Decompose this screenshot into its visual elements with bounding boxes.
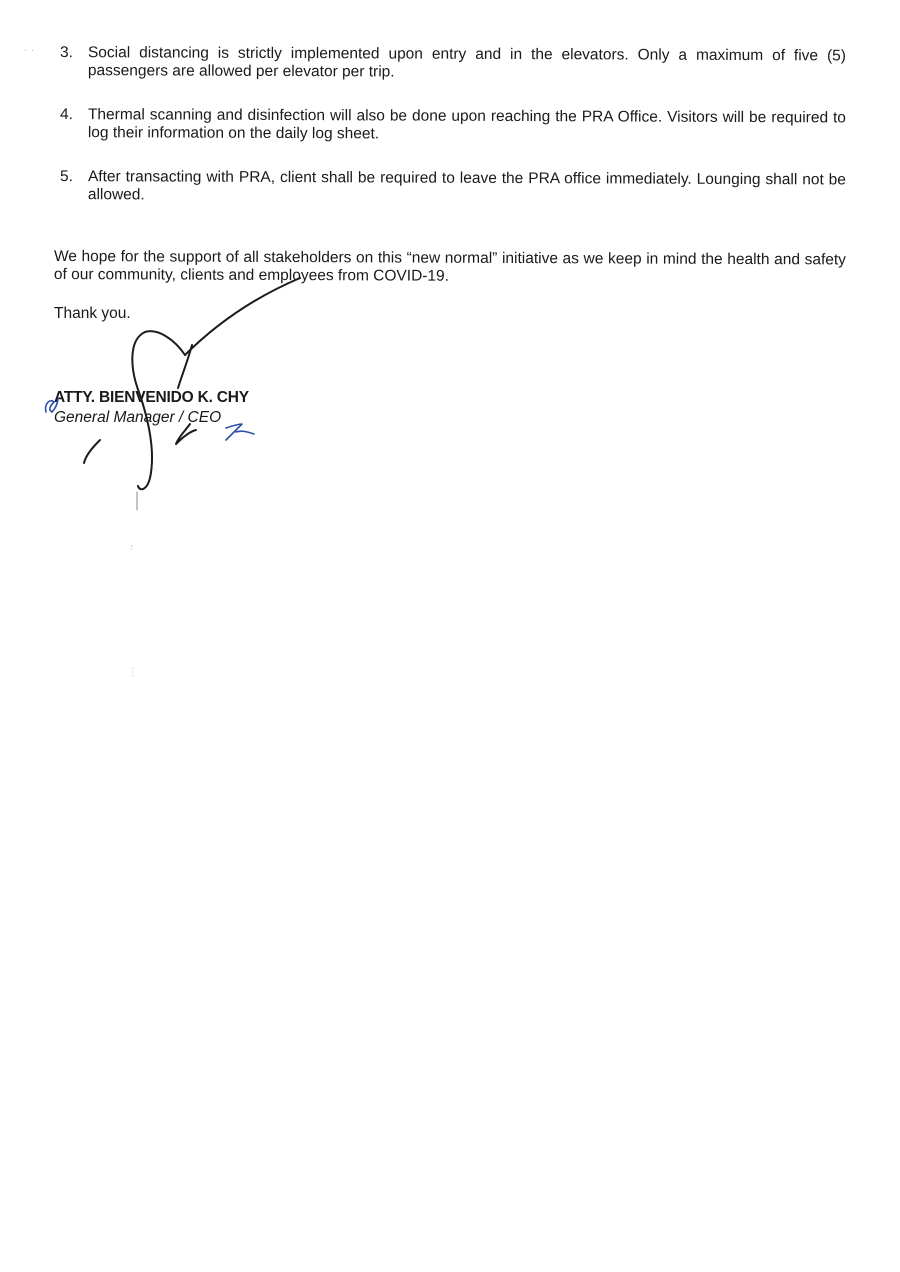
scan-speck: [132, 667, 133, 668]
scan-speck: [132, 675, 133, 676]
signature-stroke: [84, 440, 100, 463]
signature-stroke: [178, 345, 192, 388]
scan-speck: [130, 548, 131, 549]
signer-title: General Manager / CEO: [54, 409, 222, 426]
signature-stroke: [185, 278, 300, 355]
list-item-text: Social distancing is strictly implemented upon entry and in the elevators. Only a maximum of five (5) passengers are allowed per elevator per trip.: [87, 44, 846, 81]
list-item-number: 3.: [59, 44, 73, 62]
signature-block: [54, 388, 249, 428]
scan-speck: [132, 671, 133, 672]
list-item-text: After transacting with PRA, client shall be required to leave the PRA office immediately. Lounging shall not be allowed.: [87, 168, 846, 204]
scan-speck: [131, 545, 133, 547]
closing-paragraph: We hope for the support of all stakeholders on this “new normal” initiative as we keep in mind the health and safety of our community, clients and employees from COVID-19.: [53, 248, 846, 285]
list-item-text: Thermal scanning and disinfection will also be done upon reaching the PRA Office. Visitors will be required to log their information on the daily log sheet.: [87, 106, 846, 143]
list-item: [54, 44, 846, 83]
list-item: [54, 106, 846, 145]
scan-margin-marks: · ·: [24, 46, 34, 55]
list-item-number: 4.: [59, 106, 73, 124]
signer-name: ATTY. BIENVENIDO K. CHY: [54, 389, 249, 406]
list-item: [54, 168, 846, 207]
list-item-number: 5.: [59, 168, 73, 186]
closing-thanks: Thank you.: [54, 305, 131, 322]
guideline-list: [54, 44, 846, 230]
